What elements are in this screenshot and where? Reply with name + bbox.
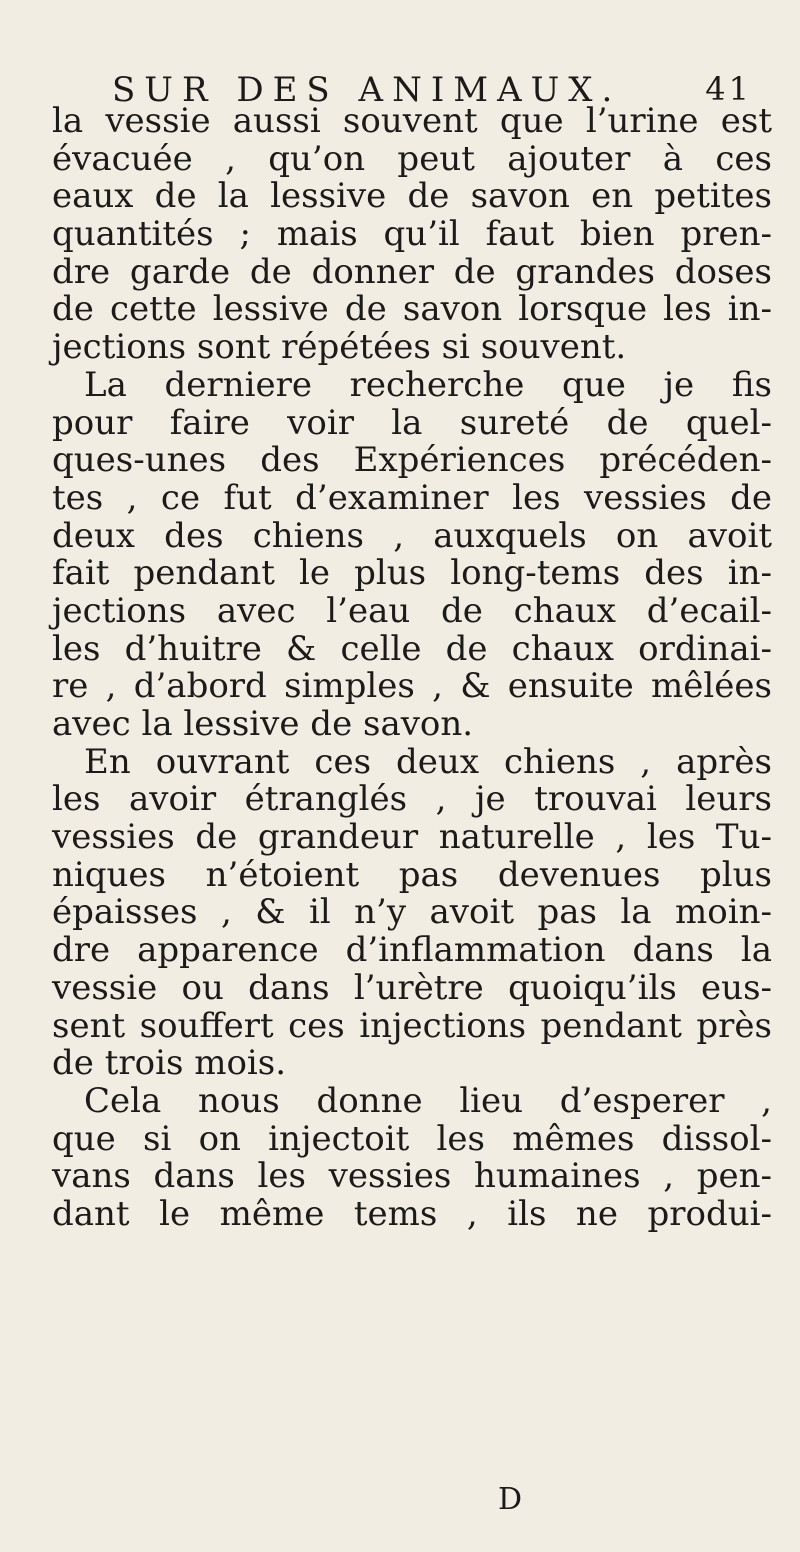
text-line: la vessie aussi souvent que l’urine est bbox=[52, 101, 772, 141]
text-line: Cela nous donne lieu d’esperer , bbox=[84, 1080, 772, 1121]
text-line: fait pendant le plus long-tems des in- bbox=[52, 553, 772, 594]
text-line: dre apparence d’inflammation dans la bbox=[52, 930, 772, 971]
page-number: 41 bbox=[705, 70, 752, 108]
text-line: niques n’étoient pas devenues plus bbox=[52, 854, 772, 895]
text-line: les d’huitre & celle de chaux ordinai- bbox=[52, 628, 772, 669]
text-line: La derniere recherche que je fis bbox=[84, 364, 772, 405]
text-line: épaisses , & il n’y avoit pas la moin- bbox=[52, 892, 772, 933]
text-line: jections sont répétées si souvent. bbox=[52, 327, 627, 368]
text-line: dant le même tems , ils ne produi- bbox=[52, 1193, 772, 1234]
text-line: ques-unes des Expériences précéden- bbox=[52, 440, 772, 481]
text-line: jections avec l’eau de chaux d’ecail- bbox=[52, 590, 772, 631]
text-line: de cette lessive de savon lorsque les in- bbox=[52, 289, 772, 330]
text-line: que si on injectoit les mêmes dissol- bbox=[52, 1118, 772, 1159]
body-text bbox=[52, 103, 772, 1234]
running-title: SUR DES ANIMAUX. bbox=[112, 70, 622, 110]
text-line: dre garde de donner de grandes doses bbox=[52, 251, 772, 292]
text-line: vans dans les vessies humaines , pen- bbox=[52, 1156, 772, 1197]
text-line: eaux de la lessive de savon en petites bbox=[52, 176, 772, 217]
text-line: avec la lessive de savon. bbox=[52, 704, 474, 744]
text-line: tes , ce fut d’examiner les vessies de bbox=[52, 477, 772, 518]
text-line: re , d’abord simples , & ensuite mêlées bbox=[52, 666, 772, 707]
text-line: quantités ; mais qu’il faut bien pren- bbox=[52, 214, 772, 255]
text-line: évacuée , qu’on peut ajouter à ces bbox=[52, 138, 772, 179]
text-line: sent souffert ces injections pendant près bbox=[52, 1005, 772, 1046]
text-line: les avoir étranglés , je trouvai leurs bbox=[52, 779, 772, 820]
text-line: deux des chiens , auxquels on avoit bbox=[52, 515, 772, 556]
signature-mark: D bbox=[498, 1482, 523, 1517]
text-line: de trois mois. bbox=[52, 1043, 287, 1084]
text-line: vessies de grandeur naturelle , les Tu- bbox=[52, 817, 772, 858]
text-line: pour faire voir la sureté de quel- bbox=[52, 402, 772, 443]
text-line: En ouvrant ces deux chiens , après bbox=[84, 741, 772, 782]
text-line: vessie ou dans l’urètre quoiqu’ils eus- bbox=[52, 967, 772, 1008]
